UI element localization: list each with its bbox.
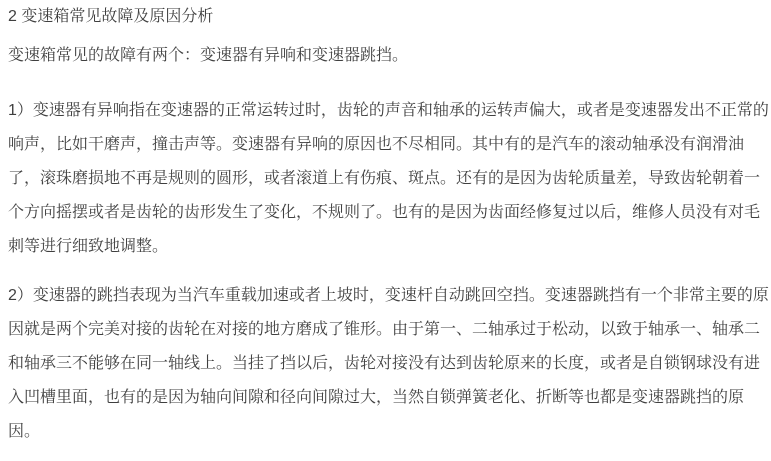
text-line: 1）变速器有异响指在变速器的正常运转过时，齿轮的声音和轴承的运转声偏大，或者是变速器发出不正常的 <box>8 102 769 119</box>
section-heading-text: 2 变速箱常见故障及原因分析 <box>8 8 214 25</box>
text-line: 个方向摇摆或者是齿轮的齿形发生了变化，不规则了。也有的是因为齿面经修复过以后，维修人员没有对毛 <box>8 204 761 221</box>
intro-text: 变速箱常见的故障有两个：变速器有异响和变速器跳挡。 <box>8 47 409 64</box>
text-line: 因。 <box>8 423 41 440</box>
paragraph-gearbox-noise <box>8 94 769 264</box>
text-line: 2）变速器的跳挡表现为当汽车重载加速或者上坡时，变速杆自动跳回空挡。变速器跳挡有一个非常主要的原 <box>8 287 769 304</box>
text-line: 了，滚珠磨损地不再是规则的圆形，或者滚道上有伤痕、斑点。还有的是因为齿轮质量差，导致齿轮朝着一 <box>8 170 761 187</box>
section-heading <box>8 0 763 34</box>
intro-paragraph <box>8 39 763 73</box>
text-line: 响声，比如干磨声，撞击声等。变速器有异响的原因也不尽相同。其中有的是汽车的滚动轴承没有润滑油 <box>8 136 745 153</box>
text-line: 刺等进行细致地调整。 <box>8 238 169 255</box>
paragraph-gear-slipping <box>8 279 769 449</box>
text-line: 入凹槽里面，也有的是因为轴向间隙和径向间隙过大，当然自锁弹簧老化、折断等也都是变速器跳挡的原 <box>8 389 745 406</box>
text-line: 和轴承三不能够在同一轴线上。当挂了挡以后，齿轮对接没有达到齿轮原来的长度，或者是自锁钢球没有进 <box>8 355 761 372</box>
text-line: 因就是两个完美对接的齿轮在对接的地方磨成了锥形。由于第一、二轴承过于松动，以致于轴承一、轴承二 <box>8 321 761 338</box>
